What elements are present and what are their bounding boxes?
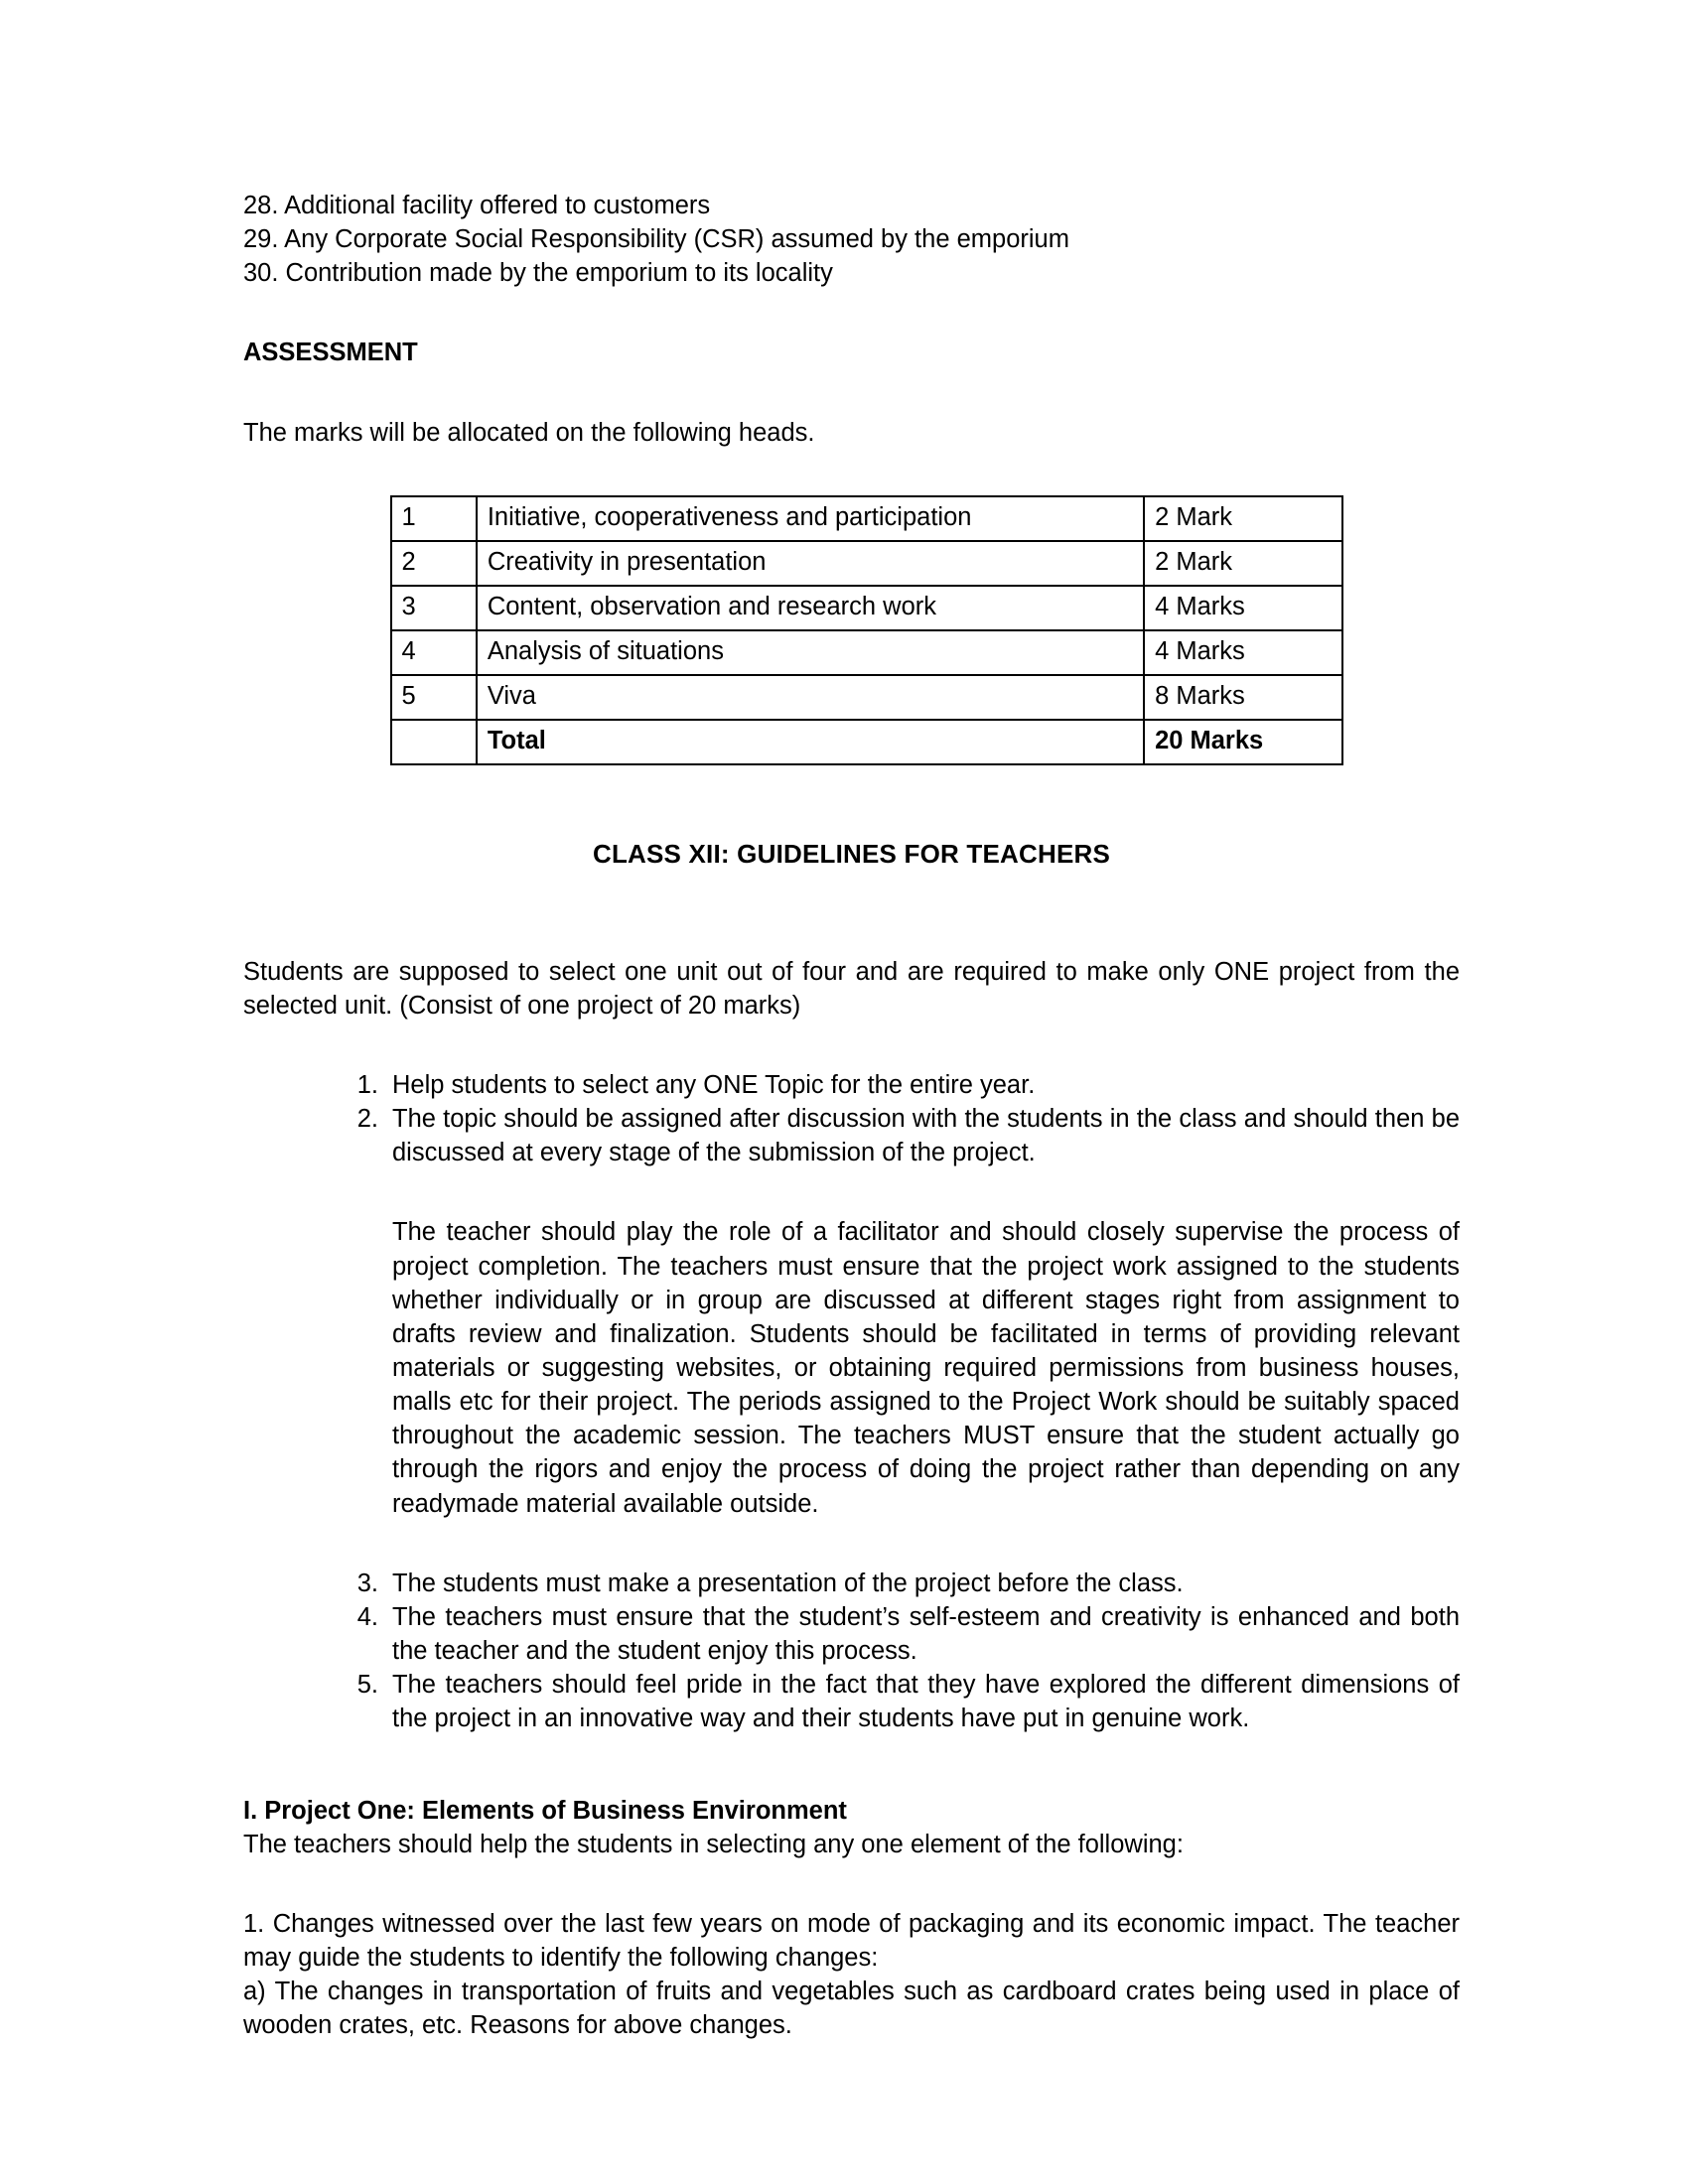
table-row (391, 541, 1342, 586)
spacer (243, 1169, 1460, 1215)
row-marks: 2 Mark (1144, 541, 1341, 586)
spacer (243, 370, 1460, 416)
row-description: Analysis of situations (477, 630, 1144, 675)
spacer (243, 897, 1460, 955)
list-item: The teachers should feel pride in the fact that they have explored the different dimensions of the project in an innovative way and their students have put in genuine work. (392, 1671, 1460, 1733)
table-total-row (391, 720, 1342, 764)
list-item: The teachers must ensure that the student’s self-esteem and creativity is enhanced and both the teacher and the student enjoy this process. (392, 1602, 1460, 1666)
row-number: 1 (391, 496, 477, 541)
project-one-heading: I. Project One: Elements of Business Environment (243, 1796, 847, 1825)
row-description: Creativity in presentation (477, 541, 1144, 586)
project-one-item-1a: a) The changes in transportation of fruits and vegetables such as cardboard crates being used in place of wooden crates, etc. Reasons for above changes. (243, 1978, 1460, 2040)
project-one-item-1: 1. Changes witnessed over the last few years on mode of packaging and its economic impact. The teacher may guide the students to identify the following changes: (243, 1909, 1460, 1973)
list-item: 29. Any Corporate Social Responsibility (CSR) assumed by the emporium (243, 225, 1069, 254)
row-marks: 4 Marks (1144, 586, 1341, 630)
row-description: Content, observation and research work (477, 586, 1144, 630)
assessment-table-wrap (243, 495, 1460, 765)
row-marks: 4 Marks (1144, 630, 1341, 675)
spacer (243, 1521, 1460, 1567)
assessment-intro: The marks will be allocated on the following heads. (243, 418, 815, 447)
list-item: The students must make a presentation of the project before the class. (392, 1569, 1184, 1597)
row-description: Viva (477, 675, 1144, 720)
assessment-table (390, 495, 1343, 765)
project-one-subtitle: The teachers should help the students in selecting any one element of the following: (243, 1830, 1184, 1858)
row-description: Initiative, cooperativeness and participation (477, 496, 1144, 541)
list-item: The topic should be assigned after discussion with the students in the class and should then be discussed at every stage of the submission of the project. (392, 1105, 1460, 1167)
table-row (391, 586, 1342, 630)
list-item: 30. Contribution made by the emporium to its locality (243, 259, 833, 288)
row-number: 2 (391, 541, 477, 586)
row-number: 5 (391, 675, 477, 720)
row-number: 3 (391, 586, 477, 630)
spacer (243, 1861, 1460, 1907)
row-marks: 20 Marks (1144, 720, 1341, 764)
table-row (391, 496, 1342, 541)
document-body (243, 189, 1460, 2043)
continued-numbered-list (243, 189, 1460, 290)
guidelines-list-bottom (243, 1567, 1460, 1736)
facilitator-paragraph: The teacher should play the role of a facilitator and should closely supervise the process of project completion. The teachers must ensure that the project work assigned to the students whether individually or in group are discussed at different stages right from assignment to drafts review and finalization. Students should be facilitated in terms of providing relevant materials or suggesting websites, or obtaining required permissions from business houses, malls etc for their project. The periods assigned to the Project Work should be suitably spaced throughout the academic session. The teachers MUST ensure that the student actually go through the rigors and enjoy the process of doing the project rather than depending on any readymade material available outside. (392, 1218, 1460, 1518)
spacer (243, 1023, 1460, 1068)
row-number: 4 (391, 630, 477, 675)
table-row (391, 675, 1342, 720)
guidelines-intro: Students are supposed to select one unit out of four and are required to make only ONE project from the selected unit. (Consist of one project of 20 marks) (243, 957, 1460, 1020)
spacer (243, 765, 1460, 811)
table-row (391, 630, 1342, 675)
guidelines-title: CLASS XII: GUIDELINES FOR TEACHERS (592, 838, 1111, 869)
guidelines-list-top (243, 1068, 1460, 1169)
spacer (243, 450, 1460, 495)
list-item: 28. Additional facility offered to customers (243, 192, 711, 219)
spacer (243, 290, 1460, 336)
row-marks: 2 Mark (1144, 496, 1341, 541)
row-marks: 8 Marks (1144, 675, 1341, 720)
row-description: Total (477, 720, 1144, 764)
list-item: Help students to select any ONE Topic for the entire year. (392, 1070, 1036, 1099)
spacer (243, 1736, 1460, 1794)
row-number (391, 720, 477, 764)
assessment-heading: ASSESSMENT (243, 339, 418, 367)
